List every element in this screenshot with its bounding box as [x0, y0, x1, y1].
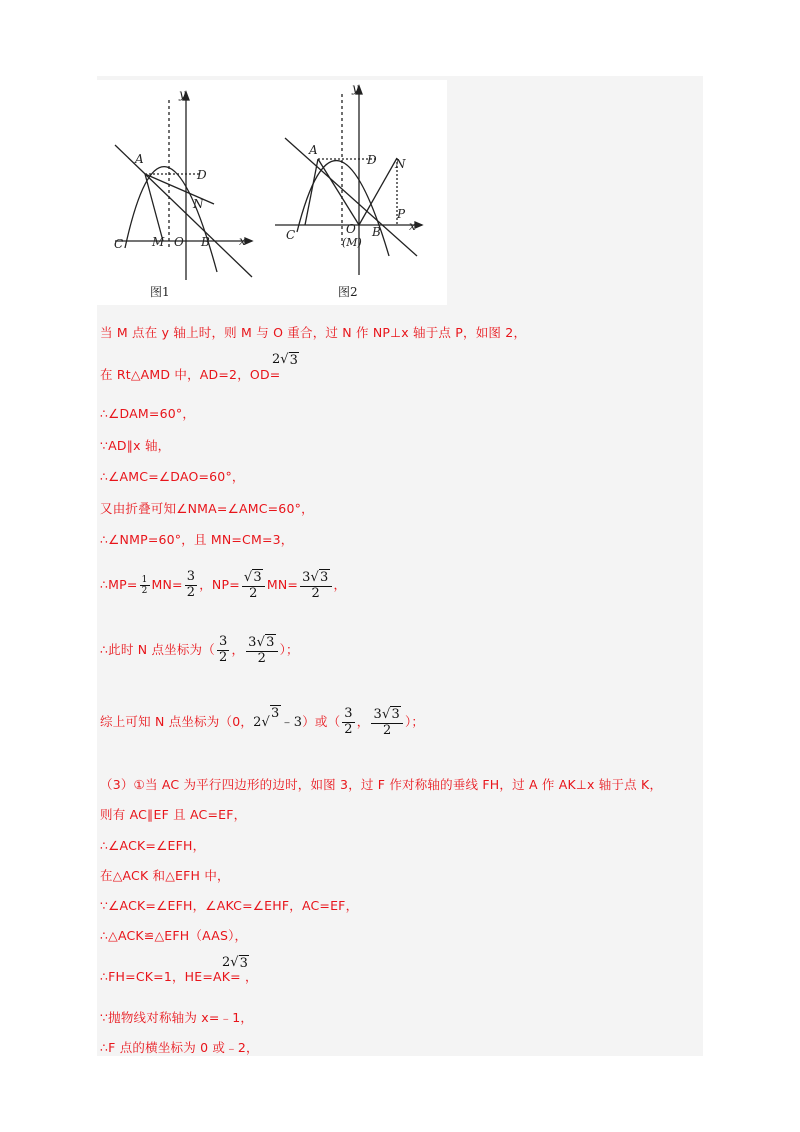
text-line-1: 当 M 点在 y 轴上时，则 M 与 O 重合，过 N 作 NP⊥x 轴于点 P，如图 2， — [100, 325, 527, 340]
fig1-label-y: y — [179, 87, 186, 101]
fraction-3root3-over-2-b: $\frac{3√3}{2}$ — [246, 634, 277, 667]
text-line-14: 在△ACK 和△EFH 中， — [100, 868, 230, 883]
math-ak-value: 2 √ 3 — [222, 955, 248, 971]
math-od-value: 2 √ 3 — [272, 352, 298, 368]
text-line-8: ∴MP= $\frac{1}{2}$ MN= $\frac{3}{2}$ ，NP= $\frac{√3}{2}$ MN= $\frac{3√3}{2}$ ， — [100, 569, 347, 601]
text-line-10: 综上可知 N 点坐标为（0，2 √ 3 ﹣3）或（ $\frac{3}{2}$ ， $\frac{3√3}{2}$ ）； — [100, 704, 424, 741]
fig2-label-n: N — [395, 157, 406, 171]
text-line-15: ∵∠ACK=∠EFH，∠AKC=∠EHF，AC=EF， — [100, 898, 359, 913]
figures-panel — [97, 80, 447, 305]
fraction-root3-over-2: $\frac{√3}{2}$ — [242, 569, 265, 602]
fraction-three-halves-3: $\frac{3}{2}$ — [344, 706, 353, 737]
math-2root3-minus-3: 2 √ 3 ﹣3 — [253, 705, 303, 730]
fig2-label-c: C — [286, 228, 296, 242]
text-line-13: ∴∠ACK=∠EFH， — [100, 838, 206, 853]
figure-diagrams — [97, 80, 447, 305]
text-line-4: ∵AD∥x 轴， — [100, 438, 171, 453]
text-line-17: ∴FH=CK=1，HE=AK= — [100, 969, 241, 984]
text-line-16: ∴△ACK≌△EFH（AAS）， — [100, 928, 248, 943]
text-line-17-comma: ， — [245, 969, 258, 984]
text-line-7: ∴∠NMP=60°，且 MN=CM=3， — [100, 532, 294, 547]
text-line-11: （3）①当 AC 为平行四边形的边时，如图 3，过 F 作对称轴的垂线 FH，过 A 作 AK⊥x 轴于点 K， — [100, 777, 663, 792]
fig2-label-b: B — [372, 225, 381, 239]
fraction-3root3-over-2-c: $\frac{3√3}{2}$ — [371, 706, 402, 739]
fig1-label-a: A — [135, 152, 144, 166]
fig2-label-x: x — [409, 219, 416, 233]
text-line-18: ∵抛物线对称轴为 x=﹣1， — [100, 1010, 254, 1025]
fig1-label-n: N — [193, 197, 204, 211]
fraction-three-halves-2: $\frac{3}{2}$ — [218, 634, 228, 665]
fraction-one-half: $\frac{1}{2}$ — [141, 574, 148, 596]
fig1-label-d: D — [197, 168, 207, 182]
fig2-label-m: (M) — [342, 236, 362, 249]
text-line-2-text: 在 Rt△AMD 中，AD=2，OD= — [100, 367, 281, 382]
fig2-label-y: y — [352, 81, 359, 95]
text-line-19: ∴F 点的横坐标为 0 或﹣2， — [100, 1040, 259, 1055]
text-line-6: 又由折叠可知∠NMA=∠AMC=60°， — [100, 501, 314, 516]
fig2-label-d: D — [367, 153, 377, 167]
text-line-12: 则有 AC∥EF 且 AC=EF， — [100, 807, 247, 822]
fraction-three-halves: $\frac{3}{2}$ — [186, 569, 196, 600]
text-line-5: ∴∠AMC=∠DAO=60°， — [100, 469, 245, 484]
fig1-label-x: x — [239, 234, 246, 248]
fig2-label-o: O — [346, 222, 356, 236]
fig2-label-p: P — [397, 207, 406, 221]
fig1-label-b: B — [201, 235, 210, 249]
fig2-label-a: A — [309, 143, 318, 157]
fig1-caption: 图1 — [150, 285, 170, 299]
fig1-label-m: M — [152, 235, 165, 249]
fig1-label-c: C — [114, 237, 124, 251]
text-line-2 — [100, 366, 280, 384]
text-line-3: ∴∠DAM=60°， — [100, 406, 196, 421]
fraction-3root3-over-2: $\frac{3√3}{2}$ — [300, 569, 331, 602]
figure-1 — [115, 92, 252, 280]
text-line-9: ∴此时 N 点坐标为（ $\frac{3}{2}$ ， $\frac{3√3}{2}$ ）； — [100, 634, 299, 666]
fig2-caption: 图2 — [338, 285, 358, 299]
fig1-label-o: O — [174, 235, 184, 249]
